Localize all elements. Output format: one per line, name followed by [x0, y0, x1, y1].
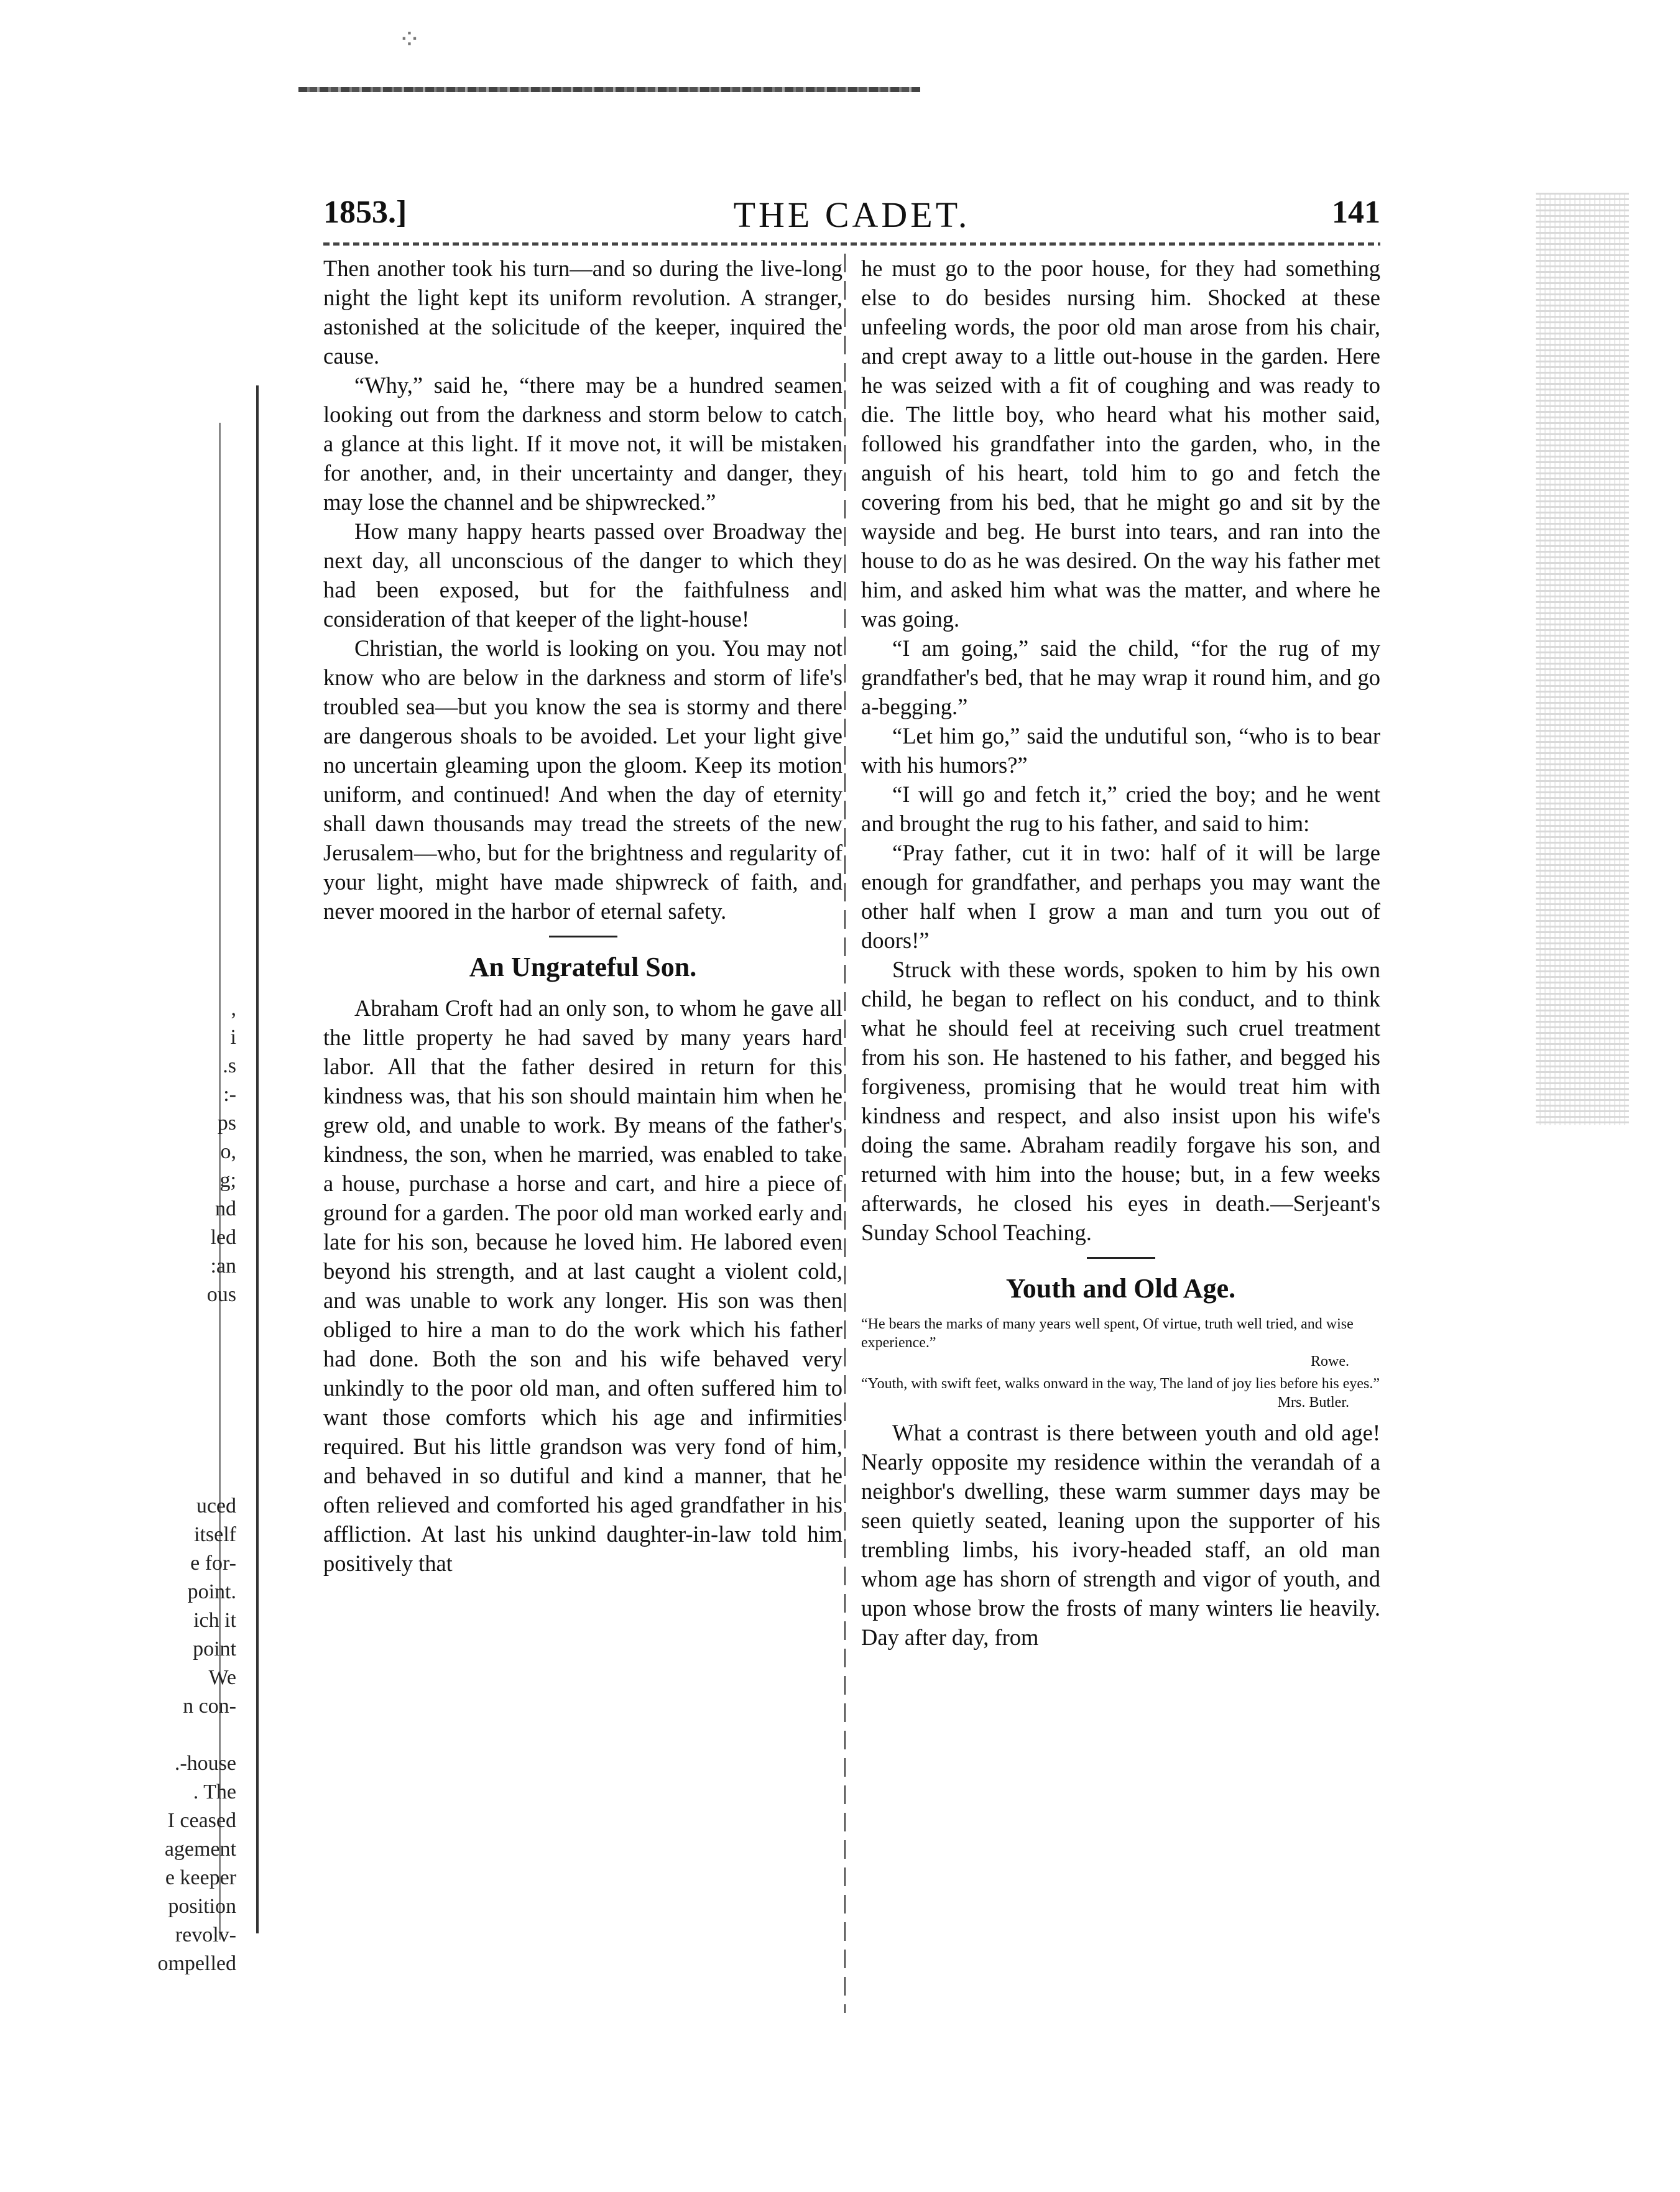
margin-fragment: uced: [196, 1494, 236, 1517]
epigraph: “He bears the marks of many years well spent, Of virtue, truth well tried, and wise experience.”: [861, 1316, 1354, 1351]
margin-fragment: .s: [223, 1054, 236, 1077]
left-column: [323, 254, 842, 2119]
section-title: Youth and Old Age.: [1005, 1273, 1236, 1304]
margin-fragment: ,: [231, 997, 236, 1020]
paragraph: Abraham Croft had an only son, to whom he gave all the little property he had saved by many years hard labor. All that the father desired in return for this kindness was, that his son should maintain him when he grew old, and unable to work. By means of the father's kindness, the son, when he married, was enabled to take a house, purchase a horse and cart, and hire a piece of ground for a garden. The poor old man worked early and late for his son, because he loved him. He labored even beyond his strength, and at last caught a violent cold, and was unable to work any longer. His son was then obliged to hire a man to do the work which his father had done. Both the son and his wife behaved very unkindly to the poor old man, and often suffered him to want those comforts which his age and infirmities required. But his little grandson was very fond of him, and behaved in so dutiful and kind a manner, that he often relieved and comforted his aged grandfather in his affliction. At last his unkind daughter-in-law told him positively that: [323, 995, 842, 1576]
epigraph-attribution: Rowe.: [1311, 1353, 1349, 1370]
margin-fragment: led: [210, 1226, 236, 1249]
page-number: 141: [1332, 195, 1380, 230]
paragraph: How many happy hearts passed over Broadway the next day, all unconscious of the danger to which they had been exposed, but for the faithfulness and consideration of that keeper of the light-house!: [323, 518, 842, 632]
margin-fragment: nd: [215, 1197, 236, 1220]
paragraph: Then another took his turn—and so during the live-long night the light kept its uniform revolution. A stranger, astonished at the solicitude of the keeper, inquired the cause.: [323, 256, 842, 369]
margin-fragment: .-house: [174, 1752, 236, 1775]
section-separator: [1087, 1257, 1155, 1259]
margin-fragment: point.: [187, 1580, 236, 1603]
paragraph: What a contrast is there between youth and old age! Nearly opposite my residence within the verandah of a neighbor's dwelling, these warm summer days may be seen quietly seated, leaning upon the supporter of his trembling limbs, his ivory-headed staff, an old man whom age has shorn of strength and vigor of youth, and upon whose brow the frosts of many winters lie heavily. Day after day, from: [861, 1420, 1380, 1650]
scan-speck: ⁘: [398, 24, 421, 55]
section-title: An Ungrateful Son.: [469, 952, 697, 982]
paragraph: “Let him go,” said the undutiful son, “who is to bear with his humors?”: [861, 723, 1380, 778]
journal-title: THE CADET.: [733, 195, 971, 235]
margin-fragment: :an: [210, 1255, 236, 1278]
top-decorative-rule: [298, 87, 920, 92]
paragraph: Christian, the world is looking on you. You may not know who are below in the darkness and storm of life's troubled sea—but you know the sea is stormy and there are dangerous shoals to be avoided. Let your light give no uncertain gleaming upon the gloom. Keep its motion uniform, and continued! And when the day of eternity shall dawn thousands may tread the streets of the new Jerusalem—who, but for the brightness and regularity of your light, might have made shipwreck of faith, and never moored in the harbor of eternal safety.: [323, 635, 842, 924]
margin-fragment: e for-: [190, 1552, 236, 1575]
paragraph: “I will go and fetch it,” cried the boy; and he went and brought the rug to his father, and said to him:: [861, 781, 1380, 836]
prior-page-fragments-upper: [99, 995, 236, 1309]
margin-fragment: [99, 1721, 236, 1749]
margin-fragment: We: [208, 1666, 236, 1689]
paragraph: he must go to the poor house, for they had something else to do besides nursing him. Shocked at these unfeeling words, the poor old man arose from his chair, and crept away to a little out-house in the garden. Here he was seized with a fit of coughing and was ready to die. The little boy, who heard what his mother said, followed his grandfather into the garden, who, in the anguish of his heart, told him to go and fetch the covering from his bed, that he might go and sit by the wayside and beg. He burst into tears, and ran into the house to do as he was desired. On the way his father met him, and asked him what was the matter, and where he was going.: [861, 256, 1380, 632]
right-column: [861, 254, 1380, 2119]
margin-fragment: ompelled: [157, 1952, 236, 1975]
margin-fragment: position: [168, 1895, 236, 1918]
margin-fragment: ous: [206, 1283, 236, 1306]
paragraph: “Why,” said he, “there may be a hundred seamen looking out from the darkness and storm below to catch a glance at this light. If it move not, it will be mistaken for another, and, in their uncertainty and danger, they may lose the channel and be shipwrecked.”: [323, 372, 842, 515]
margin-fragment: agement: [164, 1838, 236, 1861]
paragraph: “I am going,” said the child, “for the rug of my grandfather's bed, that he may wrap it round him, and go a-begging.”: [861, 635, 1380, 719]
margin-fragment: o,: [220, 1140, 236, 1163]
paragraph: Struck with these words, spoken to him by his own child, he began to reflect on his conduct, and to think what he should feel at receiving such cruel treatment from his son. He hastened to his father, and begged his forgiveness, promising that he would treat him with kindness and respect, and also insist upon his wife's doing the same. Abraham readily forgave his son, and returned with him into the house; but, in a few weeks afterwards, he closed his eyes in death.—Serjeant's Sunday School Teaching.: [861, 957, 1380, 1245]
header-rule: [323, 242, 1380, 246]
margin-fragment: itself: [194, 1523, 236, 1546]
margin-fragment: . The: [193, 1780, 236, 1803]
margin-fragment: ich it: [193, 1609, 236, 1632]
header-year: 1853.]: [323, 195, 407, 230]
page-header: [323, 194, 1380, 237]
margin-fragment: point: [193, 1637, 236, 1660]
column-divider: [844, 254, 846, 2013]
gutter-edge: [256, 385, 259, 1933]
scan-edge-noise: [1536, 193, 1629, 1125]
margin-fragment: revolv-: [175, 1923, 236, 1946]
paragraph: “Pray father, cut it in two: half of it will be large enough for grandfather, and perhaps you may want the other half when I grow a man and turn you out of doors!”: [861, 840, 1380, 953]
margin-fragment: I ceased: [167, 1809, 236, 1832]
margin-fragment: :-: [223, 1083, 236, 1106]
epigraph: “Youth, with swift feet, walks onward in the way, The land of joy lies before his eyes.”: [861, 1376, 1380, 1392]
section-separator: [549, 936, 617, 937]
margin-fragment: n con-: [183, 1695, 236, 1718]
epigraph-attribution: Mrs. Butler.: [1277, 1394, 1349, 1411]
margin-fragment: e keeper: [165, 1866, 236, 1889]
margin-fragment: i: [230, 1026, 236, 1049]
prior-page-fragments-lower: [99, 1492, 236, 1978]
margin-fragment: ps: [217, 1112, 236, 1135]
margin-fragment: g;: [219, 1169, 236, 1192]
